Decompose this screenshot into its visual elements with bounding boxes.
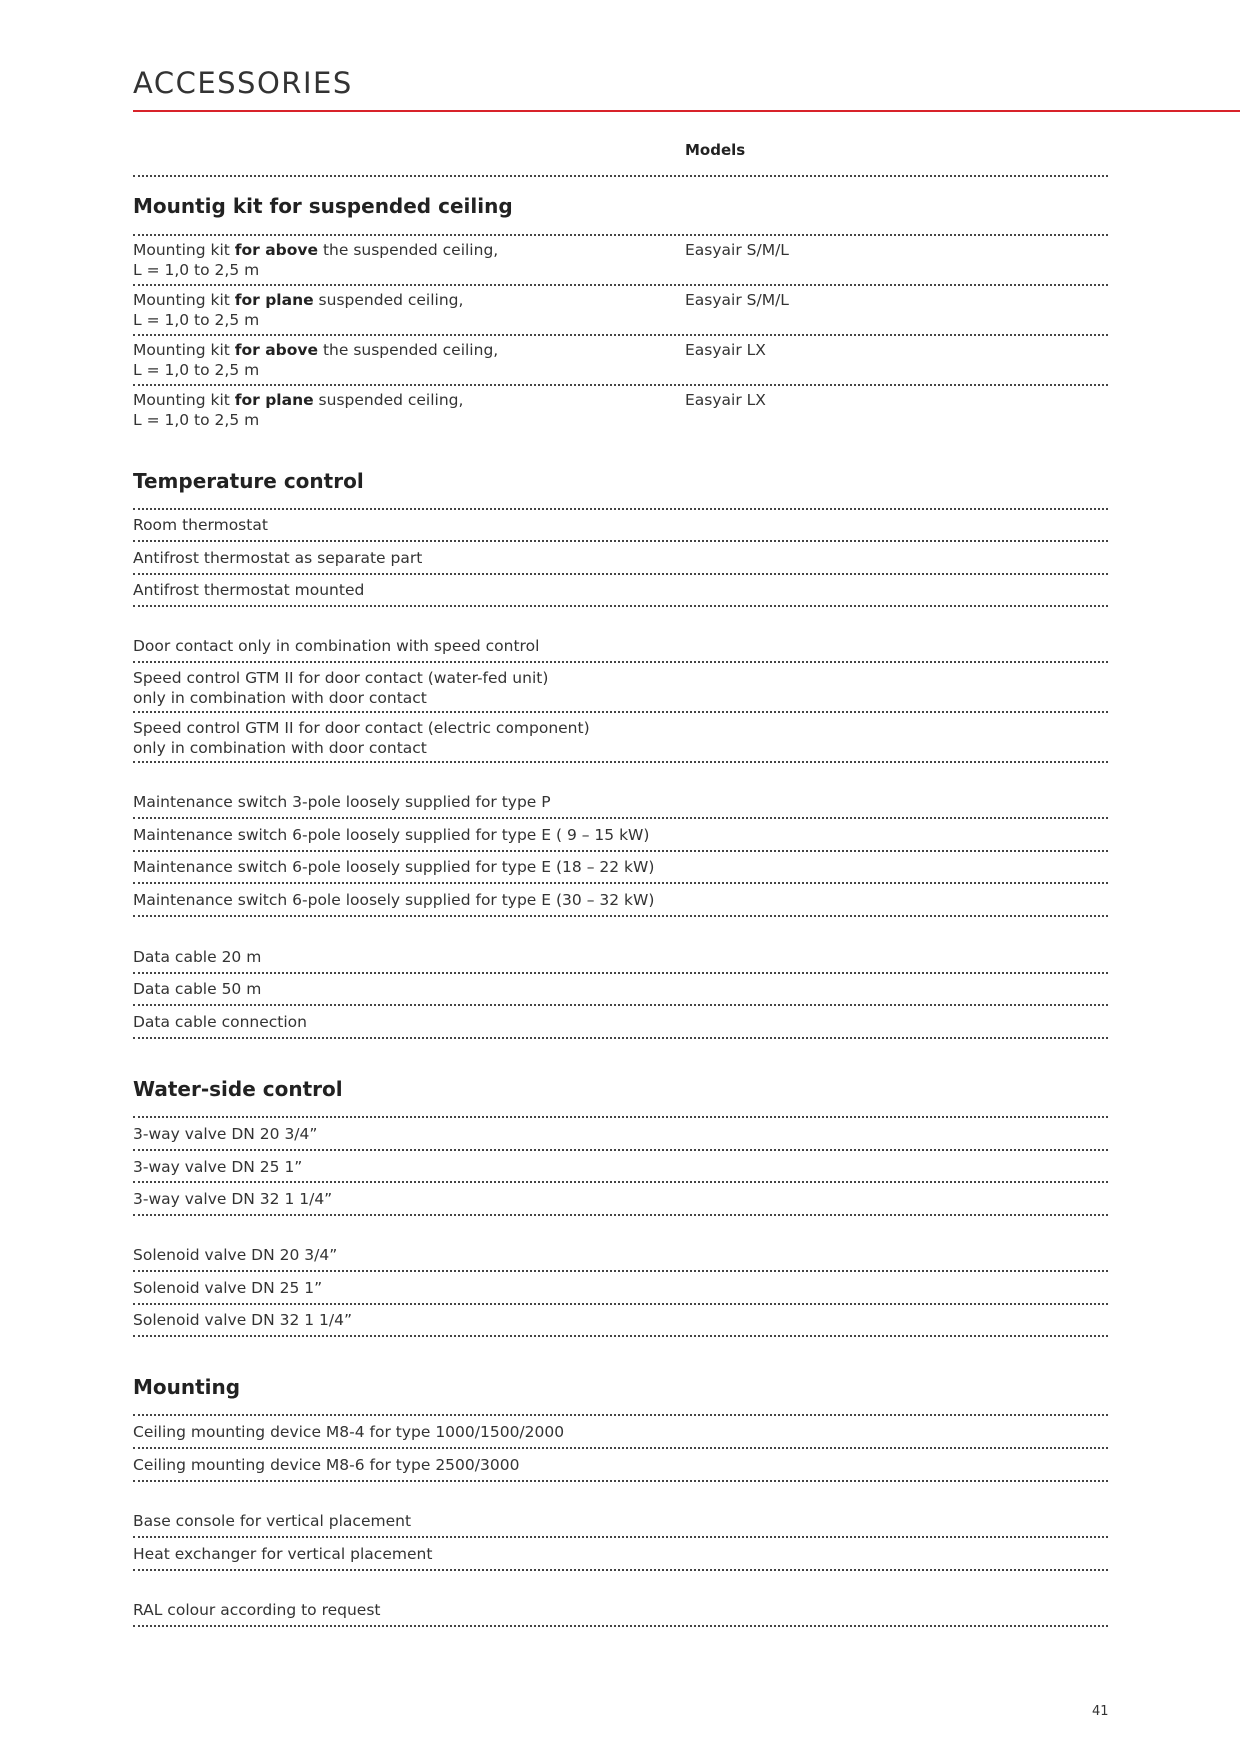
table-row: Base console for vertical placement (133, 1512, 412, 1530)
dotted-divider (133, 508, 1108, 510)
table-row: Maintenance switch 6-pole loosely supplied for type E ( 9 – 15 kW) (133, 826, 650, 844)
table-row: Mounting kit for plane suspended ceiling, L = 1,0 to 2,5 m (133, 391, 464, 429)
dotted-divider (133, 1004, 1108, 1006)
dotted-divider (133, 972, 1108, 974)
table-row: Speed control GTM II for door contact (water-fed unit) only in combination with door contact (133, 669, 549, 707)
dotted-divider (133, 1447, 1108, 1449)
dotted-divider (133, 882, 1108, 884)
model-cell: Easyair S/M/L (685, 241, 789, 259)
section-title-mounting: Mounting (133, 1375, 241, 1399)
table-row: Data cable 20 m (133, 948, 262, 966)
table-row: Mounting kit for plane suspended ceiling, L = 1,0 to 2,5 m (133, 291, 464, 329)
dotted-divider (133, 850, 1108, 852)
table-row: Maintenance switch 3-pole loosely supplied for type P (133, 793, 551, 811)
dotted-divider (133, 1037, 1108, 1039)
model-cell: Easyair LX (685, 391, 766, 409)
table-row: Mounting kit for above the suspended ceiling, L = 1,0 to 2,5 m (133, 341, 499, 379)
dotted-divider (133, 761, 1108, 763)
dotted-divider (133, 234, 1108, 236)
dotted-divider (133, 1303, 1108, 1305)
table-row: Maintenance switch 6-pole loosely supplied for type E (18 – 22 kW) (133, 858, 655, 876)
table-row: Solenoid valve DN 20 3/4” (133, 1246, 338, 1264)
table-row: Door contact only in combination with speed control (133, 637, 540, 655)
page-number: 41 (1092, 1704, 1109, 1719)
dotted-divider (133, 1480, 1108, 1482)
dotted-divider (133, 915, 1108, 917)
table-row: Speed control GTM II for door contact (electric component) only in combination with door contact (133, 719, 590, 757)
dotted-divider (133, 711, 1108, 713)
dotted-divider (133, 573, 1108, 575)
table-row: Ceiling mounting device M8-6 for type 2500/3000 (133, 1456, 520, 1474)
table-row: Ceiling mounting device M8-4 for type 1000/1500/2000 (133, 1423, 565, 1441)
table-row: 3-way valve DN 32 1 1/4” (133, 1190, 333, 1208)
table-row: Antifrost thermostat as separate part (133, 549, 423, 567)
dotted-divider (133, 1181, 1108, 1183)
dotted-divider (133, 1214, 1108, 1216)
table-row: Heat exchanger for vertical placement (133, 1545, 433, 1563)
dotted-divider (133, 284, 1108, 286)
model-cell: Easyair LX (685, 341, 766, 359)
title-underline (133, 110, 1240, 112)
table-row: Solenoid valve DN 32 1 1/4” (133, 1311, 353, 1329)
dotted-divider (133, 175, 1108, 177)
dotted-divider (133, 817, 1108, 819)
dotted-divider (133, 384, 1108, 386)
section-title-water-side-control: Water-side control (133, 1077, 343, 1101)
dotted-divider (133, 1116, 1108, 1118)
table-row: Antifrost thermostat mounted (133, 581, 365, 599)
model-cell: Easyair S/M/L (685, 291, 789, 309)
page-title: ACCESSORIES (133, 66, 353, 100)
dotted-divider (133, 605, 1108, 607)
table-row: 3-way valve DN 20 3/4” (133, 1125, 318, 1143)
dotted-divider (133, 1270, 1108, 1272)
dotted-divider (133, 1414, 1108, 1416)
dotted-divider (133, 661, 1108, 663)
table-row: Solenoid valve DN 25 1” (133, 1279, 323, 1297)
models-column-header: Models (685, 141, 746, 159)
dotted-divider (133, 540, 1108, 542)
dotted-divider (133, 1536, 1108, 1538)
table-row: Room thermostat (133, 516, 268, 534)
table-row: 3-way valve DN 25 1” (133, 1158, 303, 1176)
table-row: Maintenance switch 6-pole loosely supplied for type E (30 – 32 kW) (133, 891, 655, 909)
dotted-divider (133, 334, 1108, 336)
section-title-temperature-control: Temperature control (133, 469, 364, 493)
table-row: RAL colour according to request (133, 1601, 381, 1619)
table-row: Mounting kit for above the suspended ceiling, L = 1,0 to 2,5 m (133, 241, 499, 279)
dotted-divider (133, 1625, 1108, 1627)
section-title-mounting-kit: Mountig kit for suspended ceiling (133, 194, 513, 218)
table-row: Data cable 50 m (133, 980, 262, 998)
dotted-divider (133, 1335, 1108, 1337)
dotted-divider (133, 1569, 1108, 1571)
dotted-divider (133, 1149, 1108, 1151)
table-row: Data cable connection (133, 1013, 307, 1031)
